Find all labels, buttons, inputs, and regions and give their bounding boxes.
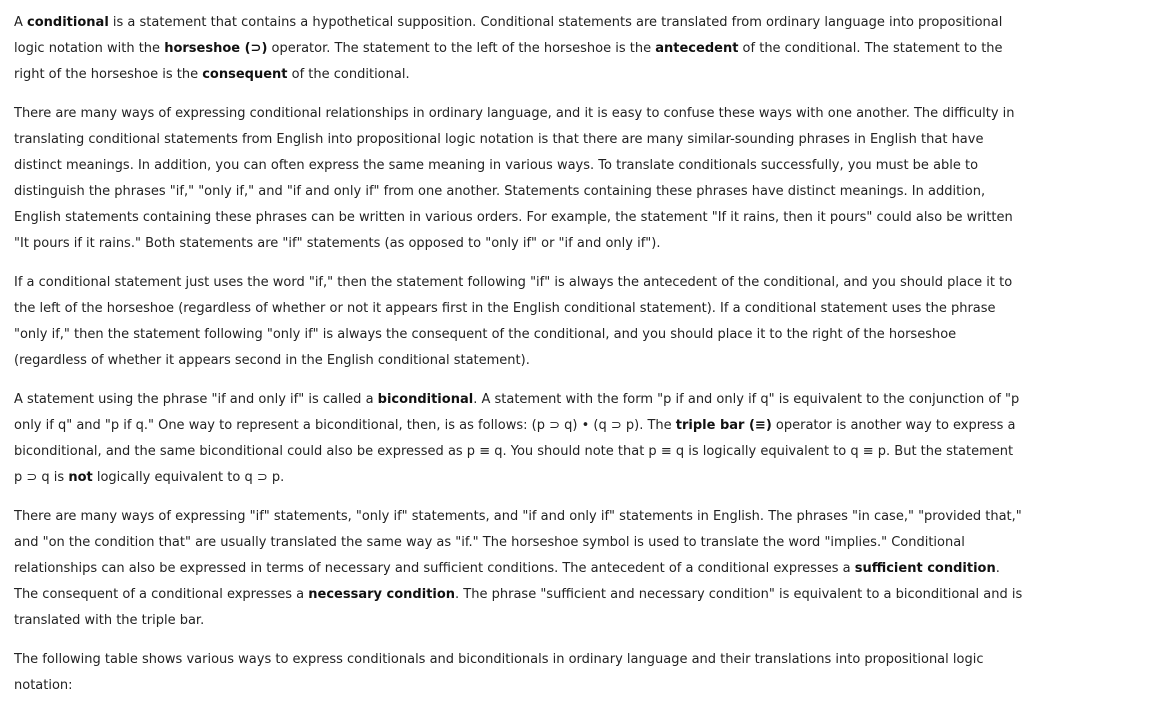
term-not: not — [68, 470, 93, 485]
term-necessary-condition: necessary condition — [308, 587, 456, 602]
paragraph-expressing-conditionals: There are many ways of expressing conditional relationships in ordinary language, and it is easy to confuse these ways with one another. The difficulty in translating conditional statements from English into propositional logic notation is that there are many similar-sounding phrases in English that have distinct meanings. In addition, you can often express the same meaning in various ways. To translate conditionals successfully, you must be able to distinguish the phrases "if," "only if," and "if and only if" from one another. Statements containing these phrases have distinct meanings. In addition, English statements containing these phrases can be written in various orders. For example, the statement "If it rains, then it pours" could also be written "It pours if it rains." Both statements are "if" statements (as opposed to "only if" or "if and only if"). — [14, 106, 1015, 251]
text-span: logically equivalent to q ⊃ p. — [92, 470, 285, 485]
term-consequent: consequent — [202, 67, 288, 82]
paragraph-conditional-definition — [14, 10, 1024, 88]
text-span: A statement using the phrase "if and only if" is called a — [14, 392, 378, 407]
term-horseshoe: horseshoe (⊃) — [164, 41, 268, 56]
paragraph-table-intro: The following table shows various ways to express conditionals and biconditionals in ordinary language and their translations into propositional logic notation: — [14, 652, 984, 693]
text-span: A — [14, 15, 28, 30]
term-antecedent: antecedent — [655, 41, 739, 56]
term-conditional: conditional — [27, 15, 109, 30]
term-biconditional: biconditional — [377, 392, 474, 407]
text-span: of the conditional. — [287, 67, 410, 82]
text-span: . A statement with the form "p if and only if q" is equivalent to the conjunction of "p only if q" and "p if q." One way to represent a biconditional, then, is as follows: (p ⊃ q) • (q ⊃ p). The — [14, 392, 1020, 433]
text-span: . The consequent of a conditional expresses a — [14, 561, 1000, 602]
text-span: of the conditional. The statement to the right of the horseshoe is the — [14, 41, 1003, 82]
text-span: is a statement that contains a hypothetical supposition. Conditional statements are translated from ordinary language into propositional logic notation with the — [14, 15, 1003, 56]
text-span: operator is another way to express a biconditional, and the same biconditional could also be expressed as p ≡ q. You should note that p ≡ q is logically equivalent to q ≡ p. But the statement p ⊃ q is — [14, 418, 1016, 485]
text-span: . The phrase "sufficient and necessary condition" is equivalent to a biconditional and is translated with the triple bar. — [14, 587, 1023, 628]
paragraph-biconditional — [14, 387, 1024, 491]
paragraph-necessary-sufficient — [14, 504, 1024, 634]
paragraph-if-only-if: If a conditional statement just uses the word "if," then the statement following "if" is always the antecedent of the conditional, and you should place it to the left of the horseshoe (regardless of whether or not it appears first in the English conditional statement). If a conditional statement uses the phrase "only if," then the statement following "only if" is always the consequent of the conditional, and you should place it to the right of the horseshoe (regardless of whether it appears second in the English conditional statement). — [14, 275, 1013, 368]
text-span: There are many ways of expressing "if" statements, "only if" statements, and "if and only if" statements in English. The phrases "in case," "provided that," and "on the condition that" are usually translated the same way as "if." The horseshoe symbol is used to translate the word "implies." Conditional relationships can also be expressed in terms of necessary and sufficient conditions. The antecedent of a conditional expresses a — [14, 509, 1022, 576]
article-body — [14, 10, 1024, 712]
term-sufficient-condition: sufficient condition — [854, 561, 996, 576]
term-triple-bar: triple bar (≡) — [675, 418, 772, 433]
text-span: operator. The statement to the left of the horseshoe is the — [267, 41, 656, 56]
